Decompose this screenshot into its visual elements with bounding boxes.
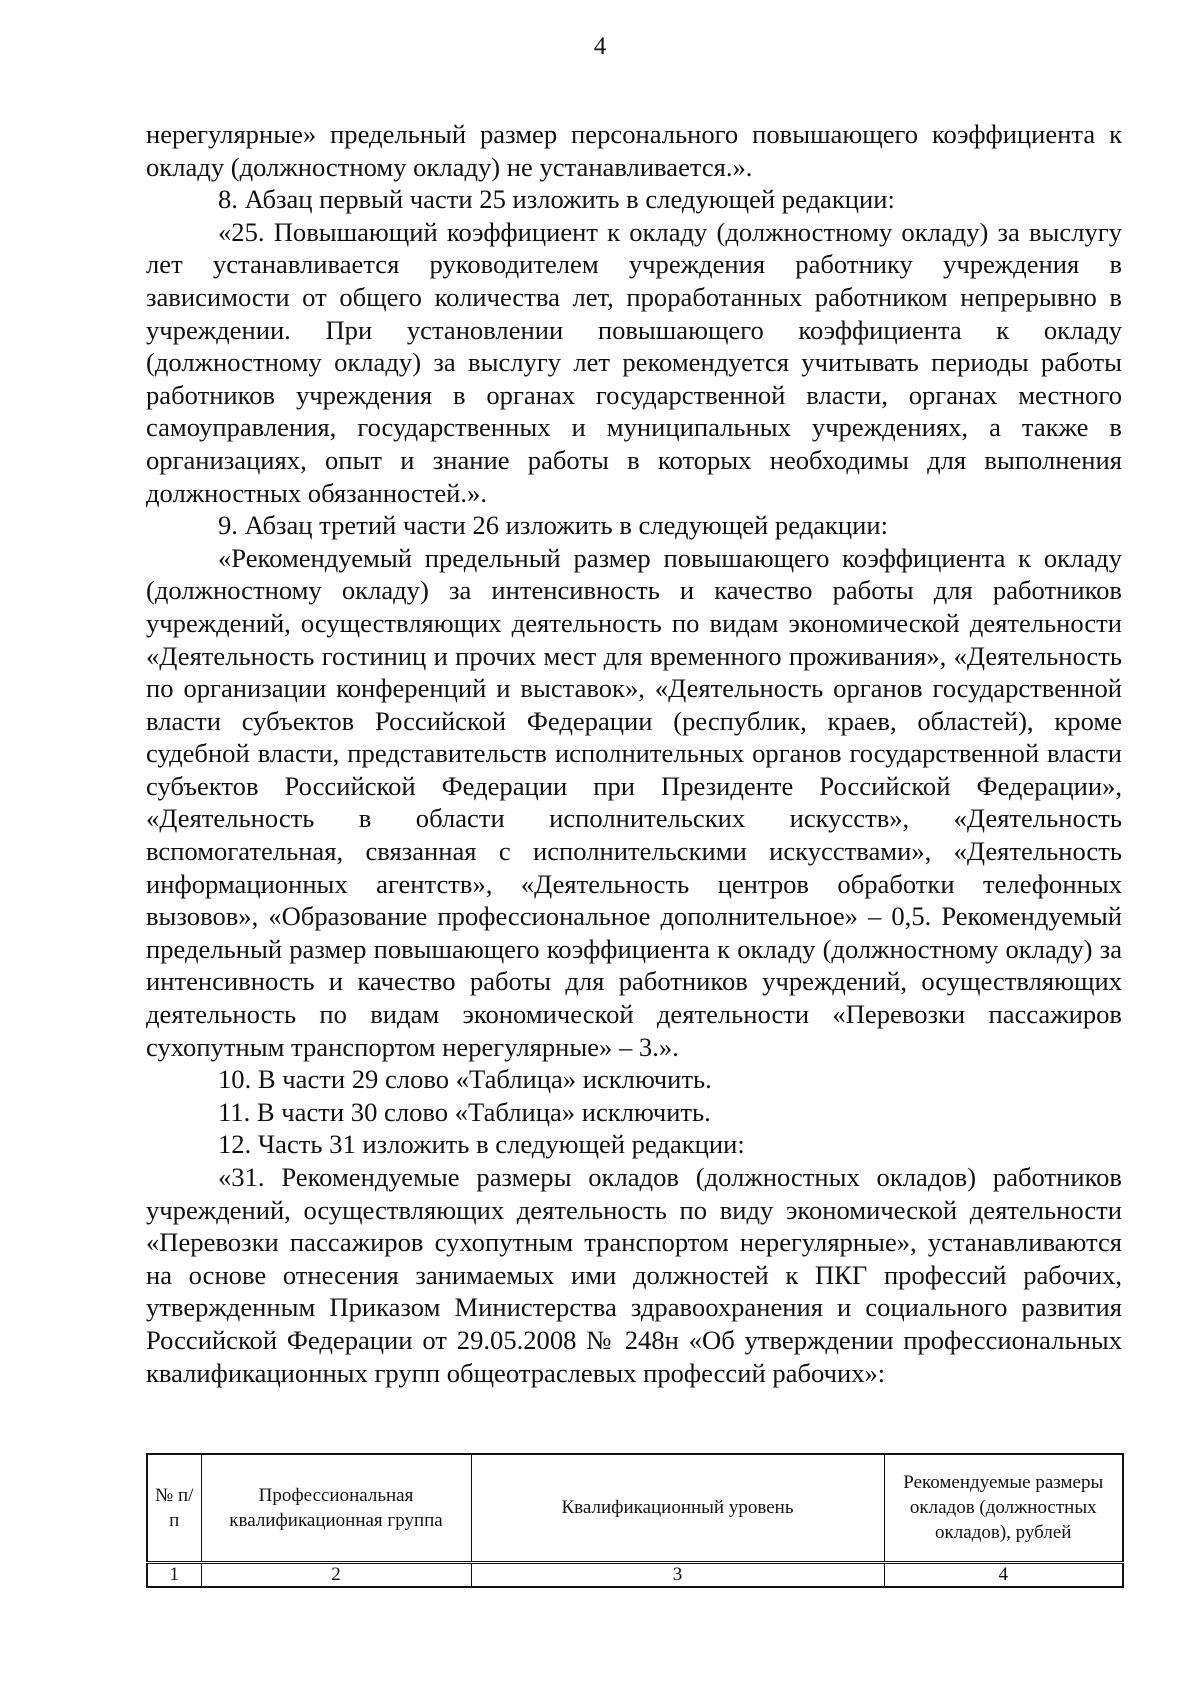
- column-number-3: 3: [471, 1562, 884, 1587]
- column-number-2: 2: [201, 1562, 471, 1587]
- table-row: [147, 1562, 1123, 1587]
- column-number-1: 1: [147, 1562, 201, 1587]
- table-header-row: [147, 1454, 1123, 1562]
- header-recommended-salary: Рекомендуемые размеры окладов (должностных окладов), рублей: [884, 1454, 1123, 1562]
- paragraph-item-8: 8. Абзац первый части 25 изложить в следующей редакции:: [218, 184, 895, 215]
- salary-table: [146, 1453, 1124, 1588]
- paragraph-item-12: 12. Часть 31 изложить в следующей редакции:: [218, 1129, 745, 1160]
- document-body: [146, 118, 1122, 1389]
- paragraph-part-25: «25. Повышающий коэффициент к окладу (должностному окладу) за выслугу лет устанавливается руководителем учреждения работнику учреждения в зависимости от общего количества лет, проработанных работником непрерывно в учреждении. При установлении повышающего коэффициента к окладу (должностному окладу) за выслугу лет рекомендуется учитывать периоды работы работников учреждения в органах государственной власти, органах местного самоуправления, государственных и муниципальных учреждениях, а также в организациях, опыт и знание работы в которых необходимы для выполнения должностных обязанностей.».: [146, 216, 1122, 508]
- column-number-4: 4: [884, 1562, 1123, 1587]
- paragraph-item-10: 10. В части 29 слово «Таблица» исключить.: [218, 1064, 712, 1095]
- paragraph-part-26: «Рекомендуемый предельный размер повышающего коэффициента к окладу (должностному окладу) за интенсивность и качество работы для работников учреждений, осуществляющих деятельность по видам экономической деятельности «Деятельность гостиниц и прочих мест для временного проживания», «Деятельность по организации конференций и выставок», «Деятельность органов государственной власти субъектов Российской Федерации (республик, краев, областей), кроме судебной власти, представительств исполнительных органов государственной власти субъектов Российской Федерации при Президенте Российской Федерации», «Деятельность в области исполнительских искусств», «Деятельность вспомогательная, связанная с исполнительскими искусствами», «Деятельность информационных агентств», «Деятельность центров обработки телефонных вызовов», «Образование профессиональное дополнительное» – 0,5. Рекомендуемый предельный размер повышающего коэффициента к окладу (должностному окладу) за интенсивность и качество работы для работников учреждений, осуществляющих деятельность по видам экономической деятельности «Перевозки пассажиров сухопутным транспортом нерегулярные» – 3.».: [146, 542, 1122, 1062]
- paragraph-part-31: «31. Рекомендуемые размеры окладов (должностных окладов) работников учреждений, осуществляющих деятельность по виду экономической деятельности «Перевозки пассажиров сухопутным транспортом нерегулярные», устанавливаются на основе отнесения занимаемых ими должностей к ПКГ профессий рабочих, утвержденным Приказом Министерства здравоохранения и социального развития Российской Федерации от 29.05.2008 № 248н «Об утверждении профессиональных квалификационных групп общеотраслевых профессий рабочих»:: [146, 1162, 1122, 1388]
- paragraph-continuation: нерегулярные» предельный размер персонального повышающего коэффициента к окладу (должностному окладу) не устанавливается.».: [146, 119, 1122, 182]
- header-row-number: № п/п: [147, 1454, 201, 1562]
- paragraph-item-9: 9. Абзац третий части 26 изложить в следующей редакции:: [218, 510, 888, 541]
- header-qualification-level: Квалификационный уровень: [471, 1454, 884, 1562]
- page-number: 4: [593, 33, 607, 60]
- paragraph-item-11: 11. В части 30 слово «Таблица» исключить.: [218, 1096, 711, 1127]
- header-professional-group: Профессиональная квалификационная группа: [201, 1454, 471, 1562]
